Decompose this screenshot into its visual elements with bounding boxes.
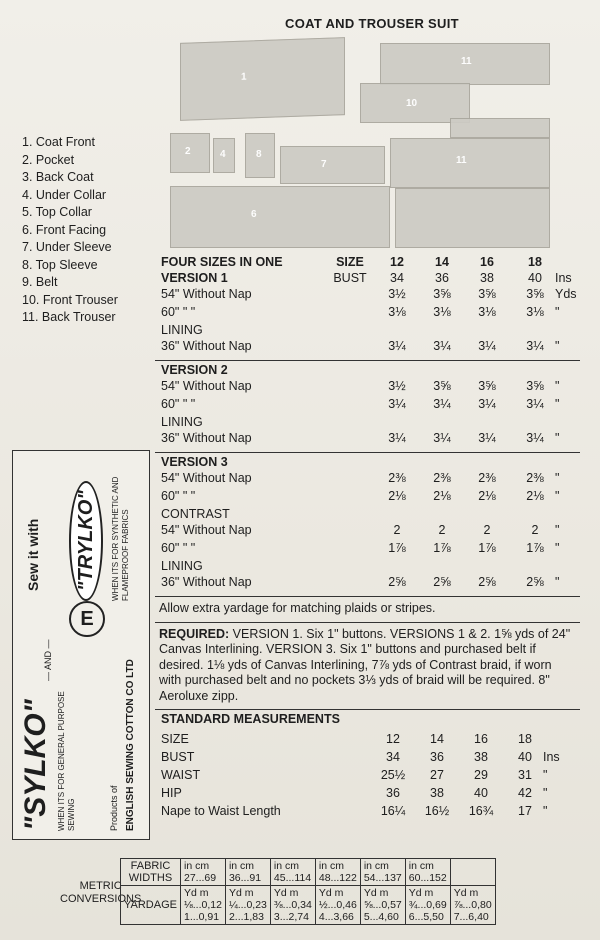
page-title: COAT AND TROUSER SUIT: [285, 16, 459, 31]
requirements-note: [155, 625, 580, 707]
list-item: 4. Under Collar: [22, 187, 107, 202]
synthetic-text: WHEN ITS FOR SYNTHETIC AND FLAMEPROOF FABRICS: [111, 476, 130, 601]
list-item: 5. Top Collar: [22, 205, 92, 219]
table-row: 60" " " 2⅛ 2⅛ 2⅛ 2⅛ ": [161, 489, 560, 503]
size-label: SIZE: [336, 255, 364, 269]
chart-heading: FOUR SIZES IN ONE: [161, 255, 283, 269]
and-text: — AND —: [43, 639, 53, 681]
piece-pocket: 2: [170, 133, 210, 173]
metric-conversions-title: METRIC CONVERSIONS: [60, 880, 142, 905]
table-row: HIP 36 38 40 42 ": [161, 786, 548, 800]
yardage-label: YARDAGE: [121, 886, 181, 925]
trylko-logo-text: "TRYLKO": [75, 490, 97, 591]
general-purpose-text: WHEN ITS FOR GENERAL PURPOSE SEWING: [57, 691, 76, 831]
allowance-note: Allow extra yardage for matching plaids or stripes.: [159, 601, 436, 615]
table-row: 36" Without Nap 3¼ 3¼ 3¼ 3¼ ": [161, 339, 560, 353]
sew-it-with-text: Sew it with: [25, 518, 41, 591]
divider: [155, 622, 580, 623]
table-row: 60" " " 1⅞ 1⅞ 1⅞ 1⅞ ": [161, 541, 560, 555]
table-row: 54" Without Nap 2⅜ 2⅜ 2⅜ 2⅜ ": [161, 471, 560, 485]
contrast-label: CONTRAST: [161, 507, 230, 521]
piece-front-facing: 6: [170, 186, 390, 248]
list-item: 10. Front Trouser: [22, 292, 118, 307]
version-label: VERSION 2: [161, 363, 228, 377]
piece-front-trouser-upper: 10: [360, 83, 470, 123]
metric-conversions-table: [120, 858, 496, 925]
required-label: REQUIRED:: [159, 626, 230, 641]
piece-under-sleeve: 7: [280, 146, 385, 184]
version-label: VERSION 1: [161, 271, 228, 285]
list-item: 1. Coat Front: [22, 135, 95, 149]
piece-strip: [450, 118, 550, 138]
divider: [155, 360, 580, 361]
table-row: FABRIC WIDTHS in cm 27...69 in cm 36...91 in cm 45...114 in cm 48...122 in cm 54...137 in cm 60...152: [121, 859, 496, 886]
table-row: 60" " " 3¼ 3¼ 3¼ 3¼ ": [161, 397, 560, 411]
e-logo-icon: E: [69, 601, 105, 637]
table-row: 60" " " 3⅛ 3⅛ 3⅛ 3⅛ ": [161, 305, 560, 319]
piece-back-coat-upper: 11: [380, 43, 550, 85]
table-row: Nape to Waist Length 16¼ 16½ 16¾ 17 ": [161, 804, 548, 818]
divider: [155, 452, 580, 453]
lining-label: LINING: [161, 323, 203, 337]
table-row: 54" Without Nap 3½ 3⅝ 3⅝ 3⅝ ": [161, 379, 560, 393]
list-item: 3. Back Coat: [22, 170, 94, 184]
divider: [155, 709, 580, 710]
list-item: 8. Top Sleeve: [22, 257, 98, 272]
table-row: BUST 34 36 38 40 Ins: [161, 750, 560, 764]
list-item: 11. Back Trouser: [22, 310, 116, 324]
piece-back-trouser: 11: [390, 138, 550, 188]
sylko-logo-text: "SYLKO": [19, 699, 52, 831]
piece-coat-front: 1: [180, 37, 345, 121]
yardage-chart: [155, 255, 580, 822]
lining-label: LINING: [161, 415, 203, 429]
chart-heading-row: FOUR SIZES IN ONE SIZE 12 14 16 18: [161, 255, 542, 269]
standard-measurements-label: STANDARD MEASUREMENTS: [161, 712, 340, 726]
piece-under-collar: 4: [213, 138, 235, 173]
pattern-piece-list: [22, 134, 118, 327]
list-item: 7. Under Sleeve: [22, 240, 112, 254]
list-item: 9. Belt: [22, 275, 58, 289]
table-row: 54" Without Nap 2 2 2 2 ": [161, 523, 560, 537]
fabric-widths-label: FABRIC WIDTHS: [121, 859, 181, 886]
list-item: 6. Front Facing: [22, 222, 107, 237]
table-row: 36" Without Nap 2⅝ 2⅝ 2⅝ 2⅝ ": [161, 575, 560, 589]
bust-row: VERSION 1 BUST 34 36 38 40 Ins: [161, 271, 572, 285]
table-row: YARDAGE Yd m ⅛...0,12 1...0,91 Yd m ¼...0,23 2...1,83 Yd m ⅜...0,34 3...2,74 Yd m ½...0,46 4...3,66 Yd m ⅝...0,57 5...4,60 Yd m ¾...0,69 6...5,50 Yd m ⅞...0,80 7...6,40: [121, 886, 496, 925]
table-row: 54" Without Nap 3½ 3⅝ 3⅝ 3⅝ Yds: [161, 287, 577, 301]
pattern-layout-diagram: [165, 38, 555, 250]
divider: [155, 596, 580, 597]
company-name-text: ENGLISH SEWING COTTON CO LTD: [125, 659, 136, 831]
required-text: VERSION 1. Six 1" buttons. VERSIONS 1 & 2. 1⅝ yds of 24" Canvas Interlining. VERSION 3. Six 1" buttons and purchased belt if desired. 1⅛ yds of Canvas Interlining, 7⅞ yds of Contrast braid, if worn with purchased belt and no pockets 3⅓ yds of braid will be required. 8" Aeroluxe zipp.: [159, 626, 571, 703]
piece-top-sleeve: 8: [245, 133, 275, 178]
table-row: SIZE 12 14 16 18: [161, 732, 532, 746]
table-row: WAIST 25½ 27 29 31 ": [161, 768, 548, 782]
table-row: 36" Without Nap 3¼ 3¼ 3¼ 3¼ ": [161, 431, 560, 445]
products-of-text: Products of: [109, 785, 119, 831]
piece-belt: [395, 188, 550, 248]
list-item: 2. Pocket: [22, 152, 75, 167]
version-label: VERSION 3: [161, 455, 228, 469]
lining-label: LINING: [161, 559, 203, 573]
sylko-trylko-advert: [12, 450, 150, 840]
